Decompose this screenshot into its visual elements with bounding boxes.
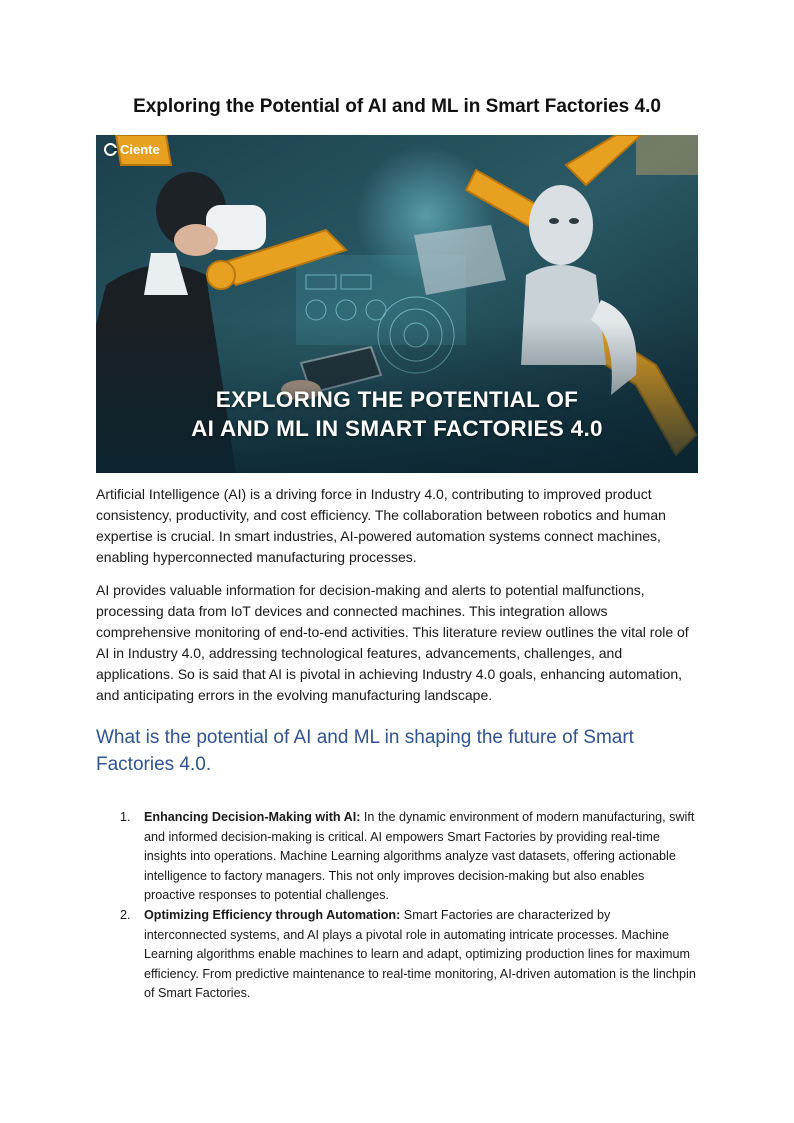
list-item — [96, 808, 696, 906]
hero-banner-text — [96, 385, 698, 443]
list-item-number: 2. — [120, 907, 131, 922]
numbered-list — [96, 808, 696, 1004]
hero-text-line-2: AI AND ML IN SMART FACTORIES 4.0 — [191, 416, 603, 441]
list-item-number: 1. — [120, 810, 131, 824]
list-item-heading: Optimizing Efficiency through Automation: — [144, 907, 401, 922]
list-item — [96, 906, 696, 1004]
brand-logo-icon — [104, 143, 117, 156]
document-title: Exploring the Potential of AI and ML in Smart Factories 4.0 — [133, 96, 661, 117]
brand-logo-text: Ciente — [120, 142, 160, 157]
section-heading: What is the potential of AI and ML in shaping the future of Smart Factories 4.0. — [96, 727, 634, 775]
literature-paragraph: AI provides valuable information for decision-making and alerts to potential malfunctions, processing data from IoT devices and connected machines. This integration allows comprehensive monitoring of end-to-end activities. This literature review outlines the vital role of AI in Industry 4.0, addressing technological features, advancements, challenges, and applications. So is said that AI is pivotal in achieving Industry 4.0 goals, enhancing automation, and anticipating errors in the evolving manufacturing landscape. — [96, 582, 689, 703]
list-item-text: In the dynamic environment of modern manufacturing, swift and informed decision-making is critical. AI empowers Smart Factories by providing real-time insights into operations. Machine Learning algorithms analyze vast datasets, offering actionable intelligence to factory managers. This not only improves decision-making but also enables proactive responses to potential challenges. — [144, 810, 695, 903]
brand-logo — [104, 142, 160, 157]
hero-text-line-1: EXPLORING THE POTENTIAL OF — [215, 387, 579, 412]
hero-image — [96, 135, 698, 473]
list-item-text: Smart Factories are characterized by interconnected systems, and AI plays a pivotal role in automating intricate processes. Machine Learning algorithms enable machines to learn and adapt, optimizing production lines for maximum efficiency. From predictive maintenance to real-time monitoring, AI-driven automation is the linchpin of Smart Factories. — [144, 907, 696, 1001]
intro-paragraph: Artificial Intelligence (AI) is a driving force in Industry 4.0, contributing to improved product consistency, productivity, and cost efficiency. The collaboration between robotics and human expertise is crucial. In smart industries, AI-powered automation systems connect machines, enabling hyperconnected manufacturing processes. — [96, 486, 666, 565]
list-item-heading: Enhancing Decision-Making with AI: — [144, 810, 361, 824]
